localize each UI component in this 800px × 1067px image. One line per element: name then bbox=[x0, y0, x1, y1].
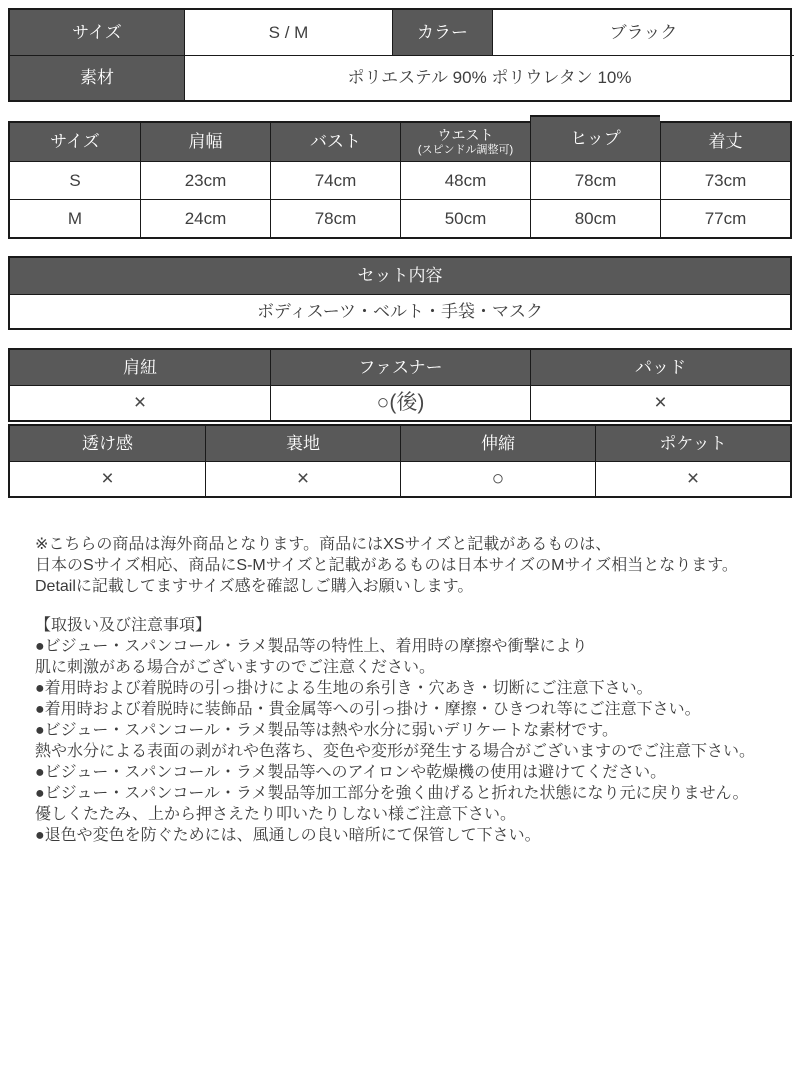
table-cell-m-bust: 78cm bbox=[270, 199, 400, 237]
size-label-cell: サイズ bbox=[10, 10, 184, 55]
feature-header-pocket: ポケット bbox=[595, 426, 790, 461]
size-chart-header-hip: ヒップ bbox=[530, 115, 660, 161]
table-cell-s-waist: 48cm bbox=[400, 161, 530, 199]
material-value-cell: ポリエステル 90% ポリウレタン 10% bbox=[184, 55, 794, 100]
care-instructions bbox=[35, 615, 790, 846]
features-table-2 bbox=[8, 424, 792, 498]
table-cell-m-waist: 50cm bbox=[400, 199, 530, 237]
table-cell-m-hip: 80cm bbox=[530, 199, 660, 237]
feature-header-lining: 裏地 bbox=[205, 426, 400, 461]
feature-header-sheerness: 透け感 bbox=[10, 426, 205, 461]
note-line: ●ビジュー・スパンコール・ラメ製品等は熱や水分に弱いデリケートな素材です。 bbox=[35, 722, 618, 739]
feature-value-pocket: × bbox=[595, 461, 790, 496]
note-line: 熱や水分による表面の剥がれや色落ち、変色や変形が発生する場合がございますのでご注意下さい。 bbox=[35, 743, 756, 760]
color-label-cell: カラー bbox=[392, 10, 492, 55]
note-line: ●着用時および着脱時に装飾品・貴金属等への引っ掛け・摩擦・ひきつれ等にご注意下さい。 bbox=[35, 701, 701, 718]
size-chart-header-shoulder: 肩幅 bbox=[140, 121, 270, 161]
care-instructions-heading: 【取扱い及び注意事項】 bbox=[35, 617, 212, 634]
table-cell-m-size: M bbox=[10, 199, 140, 237]
table-cell-s-hip: 78cm bbox=[530, 161, 660, 199]
note-line: ●ビジュー・スパンコール・ラメ製品等へのアイロンや乾燥機の使用は避けてください。 bbox=[35, 764, 667, 781]
size-chart-header-waist bbox=[400, 121, 530, 161]
feature-header-fastener: ファスナー bbox=[270, 350, 530, 385]
table-cell-m-shoulder: 24cm bbox=[140, 199, 270, 237]
overseas-size-note bbox=[35, 534, 790, 597]
note-line: 優しくたたみ、上から押さえたり叩いたりしない様ご注意下さい。 bbox=[35, 806, 516, 823]
feature-value-pad: × bbox=[530, 385, 790, 420]
note-line: 肌に刺激がある場合がございますのでご注意ください。 bbox=[35, 659, 436, 676]
note-line: ●着用時および着脱時の引っ掛けによる生地の糸引き・穴あき・切断にご注意下さい。 bbox=[35, 680, 653, 697]
set-contents-title: セット内容 bbox=[10, 258, 790, 294]
feature-value-lining: × bbox=[205, 461, 400, 496]
size-value-cell: S / M bbox=[184, 10, 392, 55]
note-line: Detailに記載してますサイズ感を確認しご購入お願いします。 bbox=[35, 578, 474, 595]
notes-section bbox=[35, 534, 790, 846]
table-cell-s-size: S bbox=[10, 161, 140, 199]
feature-value-sheerness: × bbox=[10, 461, 205, 496]
set-contents-value: ボディスーツ・ベルト・手袋・マスク bbox=[10, 294, 790, 328]
note-line: ●退色や変色を防ぐためには、風通しの良い暗所にて保管して下さい。 bbox=[35, 827, 541, 844]
product-info-table bbox=[8, 8, 792, 102]
feature-header-pad: パッド bbox=[530, 350, 790, 385]
feature-header-strap: 肩紐 bbox=[10, 350, 270, 385]
size-chart-header-bust: バスト bbox=[270, 121, 400, 161]
waist-header-note: (スピンドル調整可) bbox=[417, 143, 514, 156]
feature-value-fastener: ○(後) bbox=[270, 385, 530, 420]
note-line: ●ビジュー・スパンコール・ラメ製品等の特性上、着用時の摩擦や衝撃により bbox=[35, 638, 588, 655]
waist-header-label: ウエスト bbox=[437, 127, 494, 144]
features-table-1 bbox=[8, 348, 792, 422]
table-cell-s-shoulder: 23cm bbox=[140, 161, 270, 199]
color-value-cell: ブラック bbox=[492, 10, 794, 55]
table-cell-s-bust: 74cm bbox=[270, 161, 400, 199]
note-line: 日本のSサイズ相応、商品にS-Mサイズと記載があるものは日本サイズのMサイズ相当となります。 bbox=[35, 557, 738, 574]
feature-value-stretch: ○ bbox=[400, 461, 595, 496]
table-cell-m-length: 77cm bbox=[660, 199, 790, 237]
feature-header-stretch: 伸縮 bbox=[400, 426, 595, 461]
note-line: ※こちらの商品は海外商品となります。商品にはXSサイズと記載があるものは、 bbox=[35, 536, 612, 553]
size-chart-table bbox=[8, 121, 792, 239]
feature-value-strap: × bbox=[10, 385, 270, 420]
material-label-cell: 素材 bbox=[10, 55, 184, 100]
note-line: ●ビジュー・スパンコール・ラメ製品等加工部分を強く曲げると折れた状態になり元に戻りません。 bbox=[35, 785, 749, 802]
table-cell-s-length: 73cm bbox=[660, 161, 790, 199]
set-contents-table bbox=[8, 256, 792, 330]
size-chart-header-length: 着丈 bbox=[660, 121, 790, 161]
size-chart-header-size: サイズ bbox=[10, 121, 140, 161]
